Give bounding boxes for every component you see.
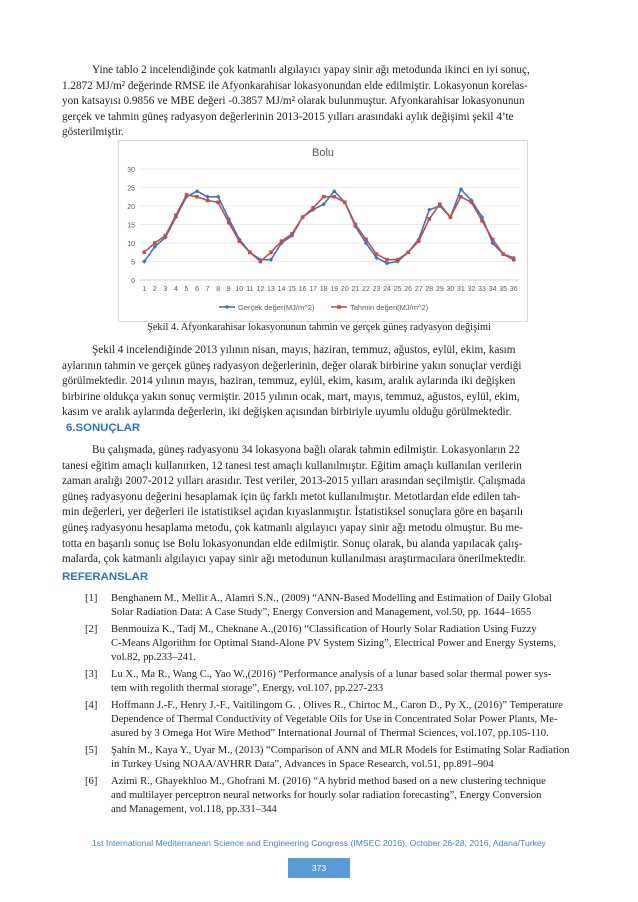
data-point — [164, 234, 168, 238]
reference-line: Azimi R., Ghayekhloo M., Ghofrani M. (2016) “A hybrid method based on a new clustering technique — [111, 776, 546, 787]
legend-marker — [337, 305, 341, 309]
y-tick-label: 10 — [127, 241, 135, 248]
data-point — [449, 215, 453, 219]
reference-line: asured by 3 Omega Hot Wire Method” International Journal of Thermal Sciences, vol.107, pp.105-110. — [111, 728, 549, 739]
footer-conference: 1st International Mediterranean Science and Engineering Congress (IMSEC 2016), October 26-28, 2016, Adana/Turkey — [92, 838, 546, 848]
data-point — [216, 201, 220, 205]
text-line: tanesi eğitim amaçlı kullanırken, 12 tanesi test amaçlı kullanılmıştır. Eğitim amaçlı kullanılan verilerin — [62, 459, 522, 472]
legend-marker — [225, 305, 229, 309]
x-tick-label: 2 — [152, 286, 157, 293]
x-tick-label: 9 — [226, 286, 231, 293]
data-point — [332, 195, 336, 199]
x-tick-label: 13 — [267, 286, 275, 293]
x-tick-label: 12 — [256, 286, 265, 293]
paragraph-2 — [62, 343, 577, 421]
reference-line: Lu X., Ma R., Wang C., Yao W.,(2016) “Performance analysis of a lunar based solar thermal power sys- — [111, 669, 552, 680]
x-tick-label: 34 — [488, 286, 497, 293]
figure-4-chart — [118, 140, 528, 322]
x-tick-label: 24 — [383, 286, 391, 293]
text-line: kasım ve aralık aylarında değerlerin, iki değişken açısından birbiriyle uyumlu olduğu görülmektedir. — [62, 406, 512, 419]
x-tick-label: 32 — [467, 286, 476, 293]
y-tick-label: 30 — [127, 167, 135, 174]
reference-line: Solar Radiation Data: A Case Study”, Energy Conversion and Management, vol.50, pp. 1644–1655 — [111, 607, 532, 618]
data-point — [427, 217, 431, 221]
x-tick-label: 26 — [404, 286, 413, 293]
legend-label: Tahmin değeri(MJ/m^2) — [350, 303, 429, 312]
text-line: güneş radyasyonu değerini hesaplamak için üç farklı metot kullanılmıştır. Metotlardan elde edilen tah- — [62, 490, 521, 503]
data-point — [385, 258, 389, 262]
reference-line: Şahin M., Kaya Y., Uyar M., (2013) “Comparison of ANN and MLR Models for Estimating Solar Radiation — [111, 745, 570, 756]
reference-line: vol.82, pp.233–241. — [111, 652, 197, 663]
text-line: görülmektedir. 2014 yılının mayıs, haziran, temmuz, eylül, ekim, kasım, aralık aylarında iki değişken — [62, 375, 516, 388]
x-tick-label: 21 — [351, 286, 360, 293]
data-point — [227, 221, 231, 225]
data-point — [480, 219, 484, 223]
paragraph-1 — [62, 63, 577, 141]
references-heading: REFERANSLAR — [62, 571, 149, 583]
x-tick-label: 29 — [435, 286, 444, 293]
reference-line: and Management, vol.118, pp.331–344 — [111, 804, 277, 815]
text-line: malarda, çok katmanlı algılayıcı yapay sinir ağı metodunun kullanılması araştırmacılara önerilmektedir. — [62, 553, 527, 566]
y-tick-label: 0 — [131, 278, 135, 285]
data-point — [185, 193, 189, 197]
x-tick-label: 1 — [142, 286, 147, 293]
data-point — [354, 223, 358, 227]
x-tick-label: 14 — [277, 286, 286, 293]
data-point — [470, 201, 474, 205]
data-point — [142, 250, 146, 254]
section-heading: 6.SONUÇLAR — [66, 422, 141, 434]
data-point — [427, 208, 431, 212]
x-tick-label: 27 — [414, 286, 423, 293]
reference-line: in Turkey Using NOAA/AVHRR Data”, Advances in Space Research, vol.51, pp.891–904 — [111, 759, 494, 770]
x-tick-label: 28 — [425, 286, 434, 293]
x-tick-label: 18 — [319, 286, 328, 293]
data-point — [512, 258, 516, 262]
y-tick-label: 20 — [127, 204, 135, 211]
y-tick-label: 25 — [127, 185, 135, 193]
data-point — [153, 241, 157, 245]
text-line: güneş radyasyonu hesaplama metodu, çok katmanlı algılayıcı yapay sinir ağı metodu olmuştur. Bu me- — [62, 521, 523, 534]
data-point — [438, 202, 442, 206]
y-tick-label: 5 — [131, 259, 135, 267]
x-tick-label: 3 — [163, 286, 168, 293]
x-tick-label: 22 — [362, 286, 370, 293]
x-tick-label: 7 — [205, 286, 210, 293]
data-point — [364, 238, 368, 242]
text-line: zaman aralığı 2007-2012 yılları arasıdır. Test veriler, 2013-2015 yılları arasından seçilmiştir. Çalışmada — [62, 475, 526, 488]
data-point — [459, 195, 463, 199]
reference-line: C-Means Algorithm for Optimal Stand-Alone PV System Sizing”, Electrical Power and Energy Systems, — [111, 638, 557, 649]
data-point — [174, 213, 178, 217]
text-line: aylarının tahmin ve gerçek güneş radyasyon değerlerinin, değer olarak birbirine yakın sonuçlar verdiği — [62, 359, 522, 372]
x-tick-label: 15 — [288, 286, 296, 293]
chart-title: Bolu — [311, 147, 335, 159]
reference-number: [3] — [85, 669, 98, 680]
x-tick-label: 20 — [340, 286, 349, 293]
reference-number: [4] — [85, 700, 98, 711]
x-tick-label: 10 — [235, 286, 244, 293]
data-point — [417, 239, 421, 243]
x-tick-label: 16 — [298, 286, 307, 293]
data-point — [375, 252, 379, 256]
text-line: Şekil 4 incelendiğinde 2013 yılının nisan, mayıs, haziran, temmuz, ağustos, eylül, ekim, kasım — [92, 344, 516, 356]
x-tick-label: 6 — [195, 286, 200, 293]
x-tick-label: 23 — [372, 286, 381, 293]
data-point — [311, 206, 315, 210]
figure-caption: Şekil 4. Afyonkarahisar lokasyonunun tahmin ve gerçek güneş radyasyon değişimi — [147, 322, 491, 333]
page-number: 373 — [288, 858, 350, 878]
y-tick-label: 15 — [127, 222, 135, 230]
x-tick-label: 19 — [330, 286, 339, 293]
data-point — [322, 195, 326, 199]
x-tick-label: 25 — [393, 286, 402, 293]
x-tick-label: 30 — [446, 286, 455, 293]
paragraph-3 — [62, 443, 577, 568]
reference-number: [2] — [85, 624, 98, 635]
data-point — [406, 250, 410, 254]
text-line: gerçek ve tahmin güneş radyasyon değerlerinin 2013-2015 yılları arasındaki aylık değişimi şekil 4’te — [62, 110, 514, 123]
x-tick-label: 17 — [309, 286, 318, 293]
data-point — [248, 250, 252, 254]
x-tick-label: 8 — [216, 286, 221, 293]
data-point — [396, 258, 400, 262]
reference-line: Benmouiza K., Tadj M., Cheknane A.,(2016) “Classification of Hourly Solar Radiation Using Fuzzy — [111, 624, 537, 635]
reference-number: [1] — [85, 593, 98, 604]
text-line: totta en başarılı sonuç ise Bolu lokasyonundan elde edilmiştir. Sonuç olarak, bu alanda yapılacak çalış- — [62, 537, 523, 550]
text-line: min değerleri, yer değerleri ile istatistiksel açıdan kıyaslanmıştır. İstatistiksel sonuçlara göre en başarılı — [62, 506, 524, 519]
x-tick-label: 35 — [499, 286, 508, 293]
x-tick-label: 5 — [184, 286, 189, 293]
data-point — [259, 260, 263, 264]
x-tick-label: 36 — [509, 286, 518, 293]
x-tick-label: 33 — [478, 286, 486, 293]
data-point — [290, 232, 294, 236]
text-line: Bu çalışmada, güneş radyasyonu 34 lokasyona bağlı olarak tahmin edilmiştir. Lokasyonların 22 — [92, 444, 520, 456]
text-line: Yine tablo 2 incelendiğinde çok katmanlı algılayıcı yapay sinir ağı metodunda ikinci en iyi sonuç, — [92, 64, 530, 76]
data-point — [501, 252, 505, 256]
legend-label: Gerçek değer(MJ/m^2) — [238, 303, 315, 312]
reference-number: [5] — [85, 745, 98, 756]
text-line: 1.2872 MJ/m² değerinde RMSE ile Afyonkarahisar lokasyonundan elde edilmiştir. Lokasyonun korelas- — [62, 79, 528, 92]
text-line: gösterilmiştir. — [62, 126, 124, 139]
x-tick-label: 4 — [173, 286, 178, 293]
line-chart — [119, 141, 527, 321]
x-tick-label: 31 — [457, 286, 465, 293]
text-line: birbirine oldukça yakın sonuç vermiştir. 2015 yılının ocak, mart, mayıs, temmuz, ağustos, eylül, ekim, — [62, 390, 520, 403]
data-point — [206, 199, 210, 203]
data-point — [343, 201, 347, 205]
data-point — [195, 195, 199, 199]
text-line: yon katsayısı 0.9856 ve MBE değeri -0.3857 MJ/m² olarak bulunmuştur. Afyonkarahisar lokasyonunun — [62, 95, 525, 108]
reference-line: Dependence of Thermal Conductivity of Vegetable Oils for Use in Concentrated Solar Power Plants, Me- — [111, 714, 558, 725]
data-point — [269, 250, 273, 254]
data-point — [237, 239, 241, 243]
reference-line: Benghanem M., Mellit A., Alamri S.N., (2009) “ANN-Based Modelling and Estimation of Daily Global — [111, 593, 552, 604]
reference-line: Hoffmann J.-F., Henry J.-F., Vaitilingom G. , Olives R., Chirtoc M., Caron D., Py X., (2016)” Temperature — [111, 700, 563, 711]
data-point — [301, 215, 305, 219]
series-line-2 — [144, 195, 513, 262]
reference-line: and multilayer perceptron neural networks for hourly solar radiation forecasting”, Energy Conversion — [111, 790, 542, 801]
reference-number: [6] — [85, 776, 98, 787]
x-tick-label: 11 — [246, 286, 254, 293]
data-point — [491, 238, 495, 242]
data-point — [280, 239, 284, 243]
reference-line: tem with regolith thermal storage”, Energy, vol.107, pp.227-233 — [111, 683, 384, 694]
